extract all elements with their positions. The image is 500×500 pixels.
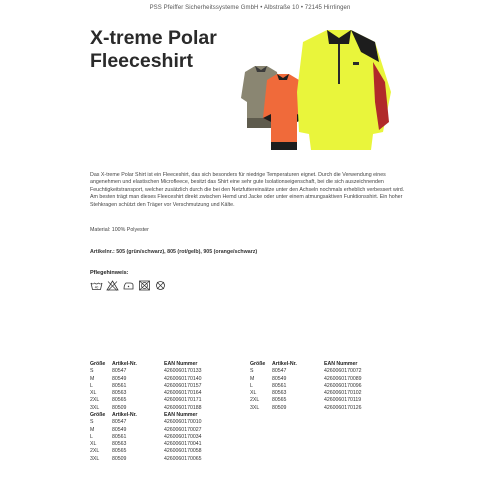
no-bleach-icon: [106, 280, 119, 291]
table-row: [90, 383, 205, 390]
cell-article: 80561: [272, 382, 287, 389]
cell-article: 80509: [112, 404, 127, 411]
table-row: [90, 448, 205, 455]
table-row: [90, 441, 205, 448]
table-row: [90, 397, 205, 404]
cell-size: XL: [90, 441, 97, 448]
cell-size: L: [90, 382, 93, 389]
size-table-3: [90, 412, 205, 463]
table-header-row: [90, 361, 205, 368]
cell-article: 80509: [272, 404, 287, 411]
care-icons: [90, 280, 167, 291]
cell-article: 80549: [112, 375, 127, 382]
cell-size: 2XL: [250, 397, 260, 404]
cell-size: S: [90, 368, 94, 375]
table-row: [250, 368, 365, 375]
product-description: Das X-treme Polar Shirt ist ein Fleeceshirt, das sich besonders für niedrige Temperaturen eignet. Durch die Verwendung eines angenehmen und elastischen Microfleece, besitzt das Shirt eine sehr gute Isolationseigenschaft, bei die sich auszeichnenden Feuchtigkeitstransport, welcher zusätzlich durch die bei den Netzfuttereinsätze unter den Achseln nochmals erheblich verbessert wird. Am besten trägt man dieses Fleeceshirt direkt zwischen Hemd und Jacke oder unter einem atmungsaktiven Funktionsshirt. Ein hoher Stehkragen schützt den Träger vor Verschmutzung und Kälte.: [90, 172, 405, 208]
table-row: [90, 427, 205, 434]
svg-text:40: 40: [94, 285, 99, 290]
cell-ean: 4260060170164: [164, 390, 202, 397]
wash-40-icon: [90, 280, 103, 291]
table-header-row: [250, 361, 365, 368]
cell-ean: 4260060170034: [164, 433, 202, 440]
cell-size: S: [250, 368, 254, 375]
col-header-article: Artikel-Nr.: [112, 412, 137, 418]
cell-ean: 4260060170171: [164, 397, 202, 404]
no-dryclean-icon: [154, 280, 167, 291]
cell-article: 80549: [112, 426, 127, 433]
table-row: [90, 434, 205, 441]
cell-article: 80561: [112, 433, 127, 440]
table-row: [90, 405, 205, 412]
cell-ean: 4260060170140: [164, 375, 202, 382]
cell-ean: 4260060170089: [324, 375, 362, 382]
col-header-article: Artikel-Nr.: [112, 361, 137, 367]
cell-ean: 4260060170010: [164, 419, 202, 426]
cell-ean: 4260060170119: [324, 397, 362, 404]
cell-article: 80563: [112, 441, 127, 448]
cell-size: 3XL: [90, 404, 100, 411]
size-table-2: [250, 361, 365, 412]
col-header-size: Größe: [90, 361, 106, 367]
table-row: [250, 405, 365, 412]
cell-ean: 4260060170157: [164, 382, 202, 389]
cell-article: 80547: [272, 368, 287, 375]
cell-size: XL: [250, 390, 257, 397]
col-header-size: Größe: [90, 412, 106, 418]
cell-size: 3XL: [250, 404, 260, 411]
product-title: [90, 27, 217, 73]
cell-size: XL: [90, 390, 97, 397]
no-tumble-dry-icon: [138, 280, 151, 291]
table-row: [250, 397, 365, 404]
material-info: Material: 100% Polyester: [90, 227, 149, 233]
table-row: [250, 390, 365, 397]
col-header-size: Größe: [250, 361, 266, 367]
table-row: [90, 419, 205, 426]
cell-article: 80565: [112, 448, 127, 455]
product-images: [225, 22, 405, 157]
cell-size: S: [90, 419, 94, 426]
table-row: [90, 390, 205, 397]
cell-ean: 4260060170041: [164, 441, 202, 448]
cell-article: 80565: [272, 397, 287, 404]
cell-article: 80563: [112, 390, 127, 397]
cell-article: 80561: [112, 382, 127, 389]
table-row: [250, 383, 365, 390]
table-header-row: [90, 412, 205, 419]
article-numbers: Artikelnr.: 505 (grün/schwarz), 805 (rot/gelb), 905 (orange/schwarz): [90, 249, 258, 255]
col-header-ean: EAN Nummer: [164, 412, 198, 418]
cell-size: M: [250, 375, 255, 382]
cell-size: M: [90, 375, 95, 382]
cell-article: 80563: [272, 390, 287, 397]
company-address: PSS Pfeiffer Sicherheitssysteme GmbH • Albstraße 10 • 72145 Hirrlingen: [149, 5, 351, 11]
cell-ean: 4260060170126: [324, 404, 362, 411]
cell-ean: 4260060170133: [164, 368, 202, 375]
cell-size: 2XL: [90, 397, 100, 404]
col-header-ean: EAN Nummer: [324, 361, 358, 367]
cell-ean: 4260060170188: [164, 404, 202, 411]
cell-ean: 4260060170027: [164, 426, 202, 433]
title-line-1: X-treme Polar: [90, 27, 217, 49]
shirt-yellow-image: [297, 30, 391, 150]
table-row: [90, 376, 205, 383]
col-header-ean: EAN Nummer: [164, 361, 198, 367]
cell-ean: 4260060170072: [324, 368, 362, 375]
table-row: [90, 368, 205, 375]
col-header-article: Artikel-Nr.: [272, 361, 297, 367]
cell-article: 80509: [112, 455, 127, 462]
size-table-1: [90, 361, 205, 412]
cell-size: 3XL: [90, 455, 100, 462]
table-row: [90, 456, 205, 463]
cell-ean: 4260060170058: [164, 448, 202, 455]
cell-article: 80549: [272, 375, 287, 382]
care-instructions-title: Pflegehinweis:: [90, 270, 129, 276]
cell-article: 80547: [112, 419, 127, 426]
cell-size: L: [90, 433, 93, 440]
cell-size: 2XL: [90, 448, 100, 455]
iron-low-icon: [122, 280, 135, 291]
cell-article: 80565: [112, 397, 127, 404]
cell-ean: 4260060170096: [324, 382, 362, 389]
cell-size: M: [90, 426, 95, 433]
cell-ean: 4260060170102: [324, 390, 362, 397]
table-row: [250, 376, 365, 383]
title-line-2: Fleeceshirt: [90, 50, 193, 72]
cell-size: L: [250, 382, 253, 389]
cell-article: 80547: [112, 368, 127, 375]
cell-ean: 4260060170065: [164, 455, 202, 462]
